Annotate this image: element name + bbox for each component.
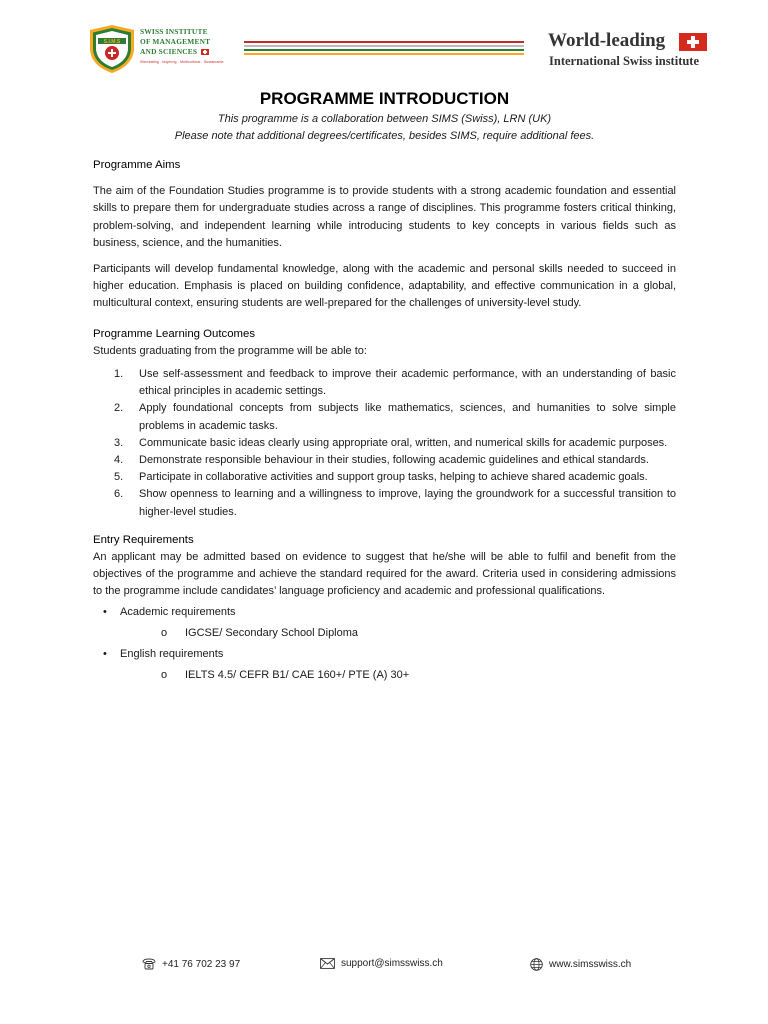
list-item-number: 3. (114, 436, 124, 449)
list-item-text: Show openness to learning and a willingness to improve, laying the groundwork for a successful transition to higher-level studies. (139, 488, 676, 518)
subtitle-line-1: This programme is a collaboration between SIMS (Swiss), LRN (UK) (217, 113, 552, 125)
swiss-flag-icon (679, 33, 707, 51)
logo-name-line-1: SWISS INSTITUTE (140, 27, 208, 36)
document-body (93, 88, 676, 688)
footer-website[interactable] (530, 958, 631, 971)
sims-logo-shield-icon (88, 24, 136, 74)
list-item-number: 6. (114, 488, 124, 501)
bullet-marker: • (103, 605, 107, 618)
page-footer (0, 958, 768, 978)
list-item (114, 452, 676, 469)
footer-phone[interactable] (142, 958, 240, 970)
world-leading-title: World-leading (548, 30, 666, 51)
outcomes-list (114, 366, 676, 521)
requirement-label: English requirements (120, 648, 224, 661)
list-item-text: Participate in collaborative activities and support group tasks, helping to achieve shared academic goals. (139, 471, 648, 484)
sims-logo-text (140, 27, 230, 64)
list-item-number: 5. (114, 471, 124, 484)
entry-heading: Entry Requirements (93, 533, 194, 546)
stripe-red (244, 41, 524, 43)
requirement-item-academic (93, 604, 676, 621)
list-item-text: Demonstrate responsible behaviour in their studies, following academic guidelines and ethical standards. (139, 454, 649, 467)
world-leading-subtitle: International Swiss institute (549, 54, 700, 68)
list-item-number: 2. (114, 402, 124, 415)
sub-bullet-marker: o (161, 626, 168, 639)
list-item (114, 486, 676, 520)
footer-website-text: www.simsswiss.ch (549, 959, 632, 970)
list-item (114, 366, 676, 400)
page-header (0, 0, 768, 80)
list-item-text: Communicate basic ideas clearly using appropriate oral, written, and numerical skills for academic purposes. (139, 436, 668, 449)
list-item-text: Use self-assessment and feedback to improve their academic performance, with an understanding of basic ethical principles in academic settings. (139, 368, 676, 398)
footer-email-text: support@simsswiss.ch (341, 958, 443, 969)
requirement-sub-english (93, 667, 676, 684)
logo-shield-text: S.I.M.S (103, 39, 121, 45)
aims-paragraph-2: Participants will develop fundamental knowledge, along with the academic and personal skills needed to succeed in higher education. Emphasis is placed on building confidence, adaptability, and effective communication in a global, multicultural context, ensuring students are well-prepared for the challenges of university-level study. (93, 263, 676, 310)
aims-heading: Programme Aims (93, 159, 181, 171)
sub-bullet-marker: o (161, 669, 168, 682)
list-item (114, 400, 676, 434)
footer-email[interactable] (320, 958, 443, 969)
logo-name-line-3 (140, 47, 230, 57)
header-stripes (244, 41, 524, 57)
requirement-sub-text: IELTS 4.5/ CEFR B1/ CAE 160+/ PTE (A) 30+ (185, 669, 410, 682)
logo-name-line-3-text: AND SCIENCES (140, 47, 198, 56)
outcomes-intro: Students graduating from the programme will be able to: (93, 344, 367, 357)
list-item-number: 4. (114, 454, 124, 467)
outcomes-heading: Programme Learning Outcomes (93, 327, 256, 340)
mini-swiss-flag-icon (201, 49, 209, 55)
list-item (114, 469, 676, 486)
requirement-sub-academic (93, 625, 676, 642)
aims-paragraph-1: The aim of the Foundation Studies programme is to provide students with a strong academic foundation and essential skills to prepare them for undergraduate studies across a range of disciplines. This programme fosters critical thinking, problem-solving, and independent learning while introducing students to key concepts in various fields such as business, science, and the humanities. (93, 185, 676, 249)
phone-icon (142, 958, 156, 970)
page-title: PROGRAMME INTRODUCTION (259, 89, 510, 108)
logo-tagline: Stimulating . Inspiring . Multicultural . Sustainable (140, 60, 224, 64)
list-item-number: 1. (114, 368, 124, 381)
entry-paragraph: An applicant may be admitted based on evidence to suggest that he/she will be able to fulfil and benefit from the objectives of the programme and achieve the standard required for the award. Criteria used in considering admissions to the programme include candidates’ language proficiency and academic and professional qualifications. (93, 551, 676, 598)
globe-icon (530, 958, 543, 971)
stripe-gold (244, 53, 524, 55)
requirement-label: Academic requirements (120, 605, 236, 618)
stripe-green (244, 49, 524, 51)
logo-name-line-2: OF MANAGEMENT (140, 37, 211, 46)
requirement-item-english (93, 646, 676, 663)
requirements-list (93, 604, 676, 685)
bullet-marker: • (103, 648, 107, 661)
list-item-text: Apply foundational concepts from subjects like mathematics, sciences, and humanities to solve simple problems in academic tasks. (139, 402, 676, 432)
stripe-grey (244, 45, 524, 47)
footer-phone-text: +41 76 702 23 97 (162, 958, 241, 970)
email-icon (320, 958, 335, 969)
subtitle-line-2: Please note that additional degrees/certificates, besides SIMS, require additional fees. (174, 129, 595, 142)
requirement-sub-text: IGCSE/ Secondary School Diploma (185, 626, 359, 639)
list-item (114, 435, 676, 452)
